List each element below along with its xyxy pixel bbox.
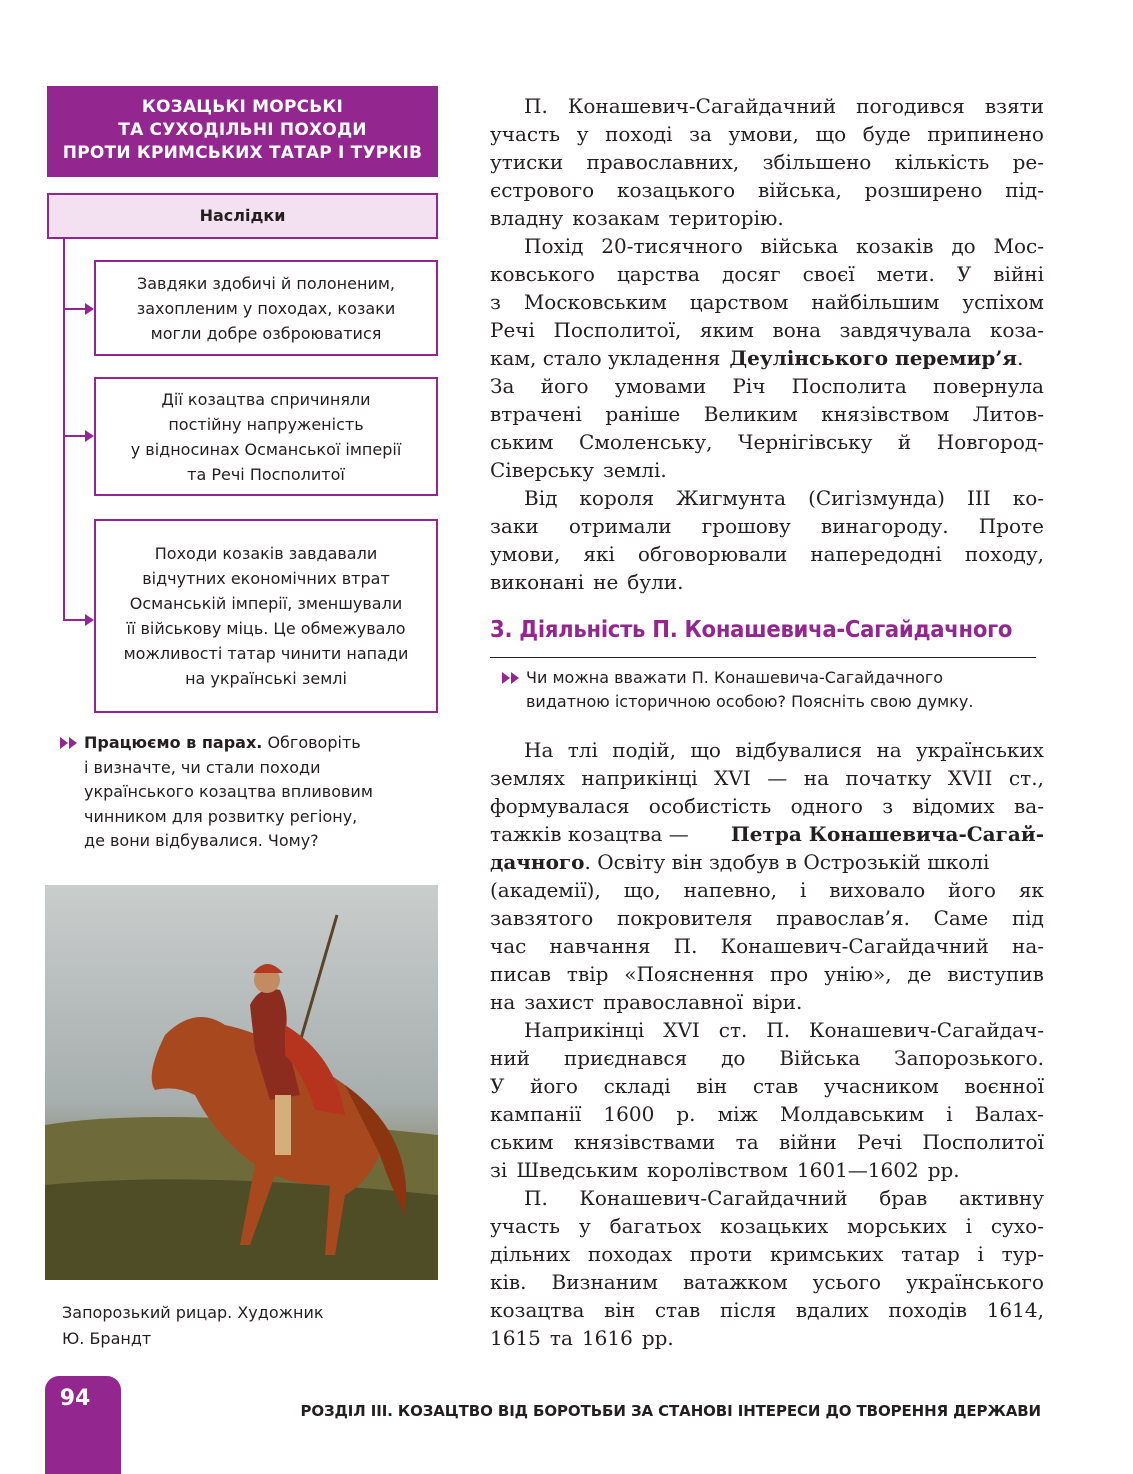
text-line: дільних походах проти кримських татар і тур- — [490, 1242, 1044, 1266]
text-line: козацтва він став після вдалих походів 1614, — [490, 1298, 1044, 1322]
paragraph — [490, 1184, 1044, 1352]
box-line: постійну напруженість — [168, 414, 364, 434]
box-line: Османській імперії, зменшували — [129, 594, 403, 613]
bold-name: Петра Конашевича-Сагай- — [730, 822, 1044, 846]
paragraph — [490, 484, 1044, 596]
diagram-subtitle: Наслідки — [47, 193, 438, 239]
double-arrow-icon — [502, 672, 520, 684]
text-segment: кам, стало укладення — [490, 346, 721, 370]
paragraph — [490, 736, 1044, 1016]
text-line: участь у поході за умови, що буде припинено — [490, 122, 1044, 146]
text-line: владну козакам територію. — [490, 206, 784, 230]
task-text: Обговоріть — [262, 733, 361, 752]
text-line: з Московським царством найбільшим успіхом — [490, 290, 1044, 314]
bold-term: Деулінського перемир’я — [729, 346, 1018, 370]
box-line: її військову міць. Це обмежувало — [126, 619, 406, 638]
text-line: ським князівствами та війни Речі Посполитої — [490, 1130, 1044, 1154]
task-line: де вони відбувалися. Чому? — [84, 831, 319, 850]
task-line: українського козацтва впливовим — [84, 782, 373, 801]
question-block — [502, 666, 973, 714]
caption-line: Запорозький рицар. Художник — [62, 1303, 324, 1322]
text-line — [490, 344, 1044, 372]
text-line: Речі Посполитої, яким вона завдячувала коза- — [490, 318, 1044, 342]
text-line: ським Смоленську, Чернігівську й Новгород- — [490, 430, 1044, 454]
text-line: втрачені раніше Великим князівством Литов- — [490, 402, 1044, 426]
box-line: у відносинах Османської імперії — [130, 439, 402, 459]
text-line: П. Конашевич-Сагайдачний брав активну — [524, 1186, 1044, 1210]
text-line: Наприкінці XVI ст. П. Конашевич-Сагайдач- — [524, 1018, 1044, 1042]
question-line: видатною історичною особою? Поясніть свою думку. — [526, 692, 974, 711]
bold-name: дачного — [490, 850, 585, 874]
box-line: Походи козаків завдавали — [154, 544, 378, 563]
arrow-right-icon — [63, 619, 92, 621]
box-line: відчутних економічних втрат — [142, 569, 390, 588]
text-line: ків. Визнаним ватажком усього українського — [490, 1270, 1044, 1294]
text-line: час навчання П. Конашевич-Сагайдачний на- — [490, 934, 1044, 958]
task-label: Працюємо в парах. — [84, 733, 263, 752]
text-line: ний приєднався до Війська Запорозького. — [490, 1046, 1044, 1070]
text-line: на захист православної віри. — [490, 990, 803, 1014]
painting-image — [45, 885, 438, 1280]
diagram-title-line: КОЗАЦЬКІ МОРСЬКІ — [141, 97, 344, 117]
task-line: і визначте, чи стали походи — [84, 757, 321, 777]
diagram-title-line: ТА СУХОДІЛЬНІ ПОХОДИ — [118, 120, 367, 140]
image-caption — [62, 1300, 324, 1352]
section-title: 3. Діяльність П. Конашевича-Сагайдачного — [490, 617, 1013, 643]
paragraph — [490, 1016, 1044, 1184]
text-line: кампанії 1600 р. між Молдавським і Валах- — [490, 1102, 1044, 1126]
text-line: ковського царства досяг своєї мети. У війні — [490, 262, 1044, 286]
diagram-title-line: ПРОТИ КРИМСЬКИХ ТАТАР І ТУРКІВ — [62, 143, 423, 163]
box-line: на українські землі — [185, 669, 347, 688]
text-line: писав твір «Пояснення про унію», де виступив — [490, 962, 1044, 986]
paragraph — [490, 92, 1044, 232]
text-line: Похід 20-тисячного війська козаків до Мос- — [524, 234, 1044, 258]
text-line: формувалася особистість одного з відомих ва- — [490, 794, 1044, 818]
text-line: У його складі він став учасником воєнної — [490, 1074, 1044, 1098]
text-line: Сіверську землі. — [490, 458, 667, 482]
consequence-box — [94, 377, 438, 496]
page-number: 94 — [59, 1386, 91, 1411]
text-line: Від короля Жигмунта (Сигізмунда) ІІІ ко- — [524, 486, 1044, 510]
pair-work-task — [60, 731, 440, 854]
text-segment: . — [1017, 346, 1024, 370]
arrow-right-icon — [63, 435, 92, 437]
text-line: зі Шведським королівством 1601—1602 рр. — [490, 1158, 960, 1182]
caption-line: Ю. Брандт — [62, 1329, 152, 1348]
section-divider — [490, 657, 1036, 658]
box-line: могли добре озброюватися — [150, 323, 382, 343]
text-segment: . Освіту він здобув в Острозькій школі — [584, 850, 990, 874]
box-line: Завдяки здобичі й полоненим, — [136, 273, 395, 293]
task-line: чинником для розвитку регіону, — [84, 806, 358, 826]
consequence-box — [94, 519, 438, 713]
text-line: 1615 та 1616 рр. — [490, 1326, 674, 1350]
box-line: захопленим у походах, козаки — [136, 298, 396, 318]
text-line: П. Конашевич-Сагайдачний погодився взяти — [524, 94, 1044, 118]
box-line: Дії козацтва спричиняли — [161, 389, 371, 409]
text-line: виконані не були. — [490, 570, 684, 594]
diagram-title — [47, 86, 438, 177]
text-line: єстрового козацького війська, розширено під- — [490, 178, 1044, 202]
text-line: землях наприкінці XVI — на початку XVII ст., — [490, 766, 1044, 790]
paragraph — [490, 232, 1044, 484]
text-line — [490, 848, 1044, 876]
text-line: (академії), що, напевно, і виховало його як — [490, 878, 1044, 902]
text-line: завзятого покровителя православ’я. Саме під — [490, 906, 1044, 930]
text-line: умови, які обговорювали напередодні походу, — [490, 542, 1044, 566]
text-line — [490, 820, 1044, 848]
chapter-title: РОЗДІЛ ІІІ. КОЗАЦТВО ВІД БОРОТЬБИ ЗА СТАНОВІ ІНТЕРЕСИ ДО ТВОРЕННЯ ДЕРЖАВИ — [300, 1402, 1041, 1420]
box-line: та Речі Посполитої — [187, 464, 345, 484]
text-segment: тажків козацтва — — [490, 822, 689, 846]
double-arrow-icon — [60, 737, 78, 749]
question-line: Чи можна вважати П. Конашевича-Сагайдачного — [526, 668, 944, 687]
arrow-right-icon — [63, 308, 92, 310]
consequence-box — [94, 260, 438, 356]
text-line: утиски православних, збільшено кількість ре- — [490, 150, 1044, 174]
text-line: заки отримали грошову винагороду. Проте — [490, 514, 1044, 538]
text-line: На тлі подій, що відбувалися на українських — [524, 738, 1044, 762]
box-line: можливості татар чинити напади — [123, 644, 409, 663]
connector-line — [63, 239, 65, 621]
cossack-rider-painting — [45, 885, 438, 1280]
text-line: За його умовами Річ Посполита повернула — [490, 374, 1044, 398]
text-line: участь у багатьох козацьких морських і сухо- — [490, 1214, 1044, 1238]
